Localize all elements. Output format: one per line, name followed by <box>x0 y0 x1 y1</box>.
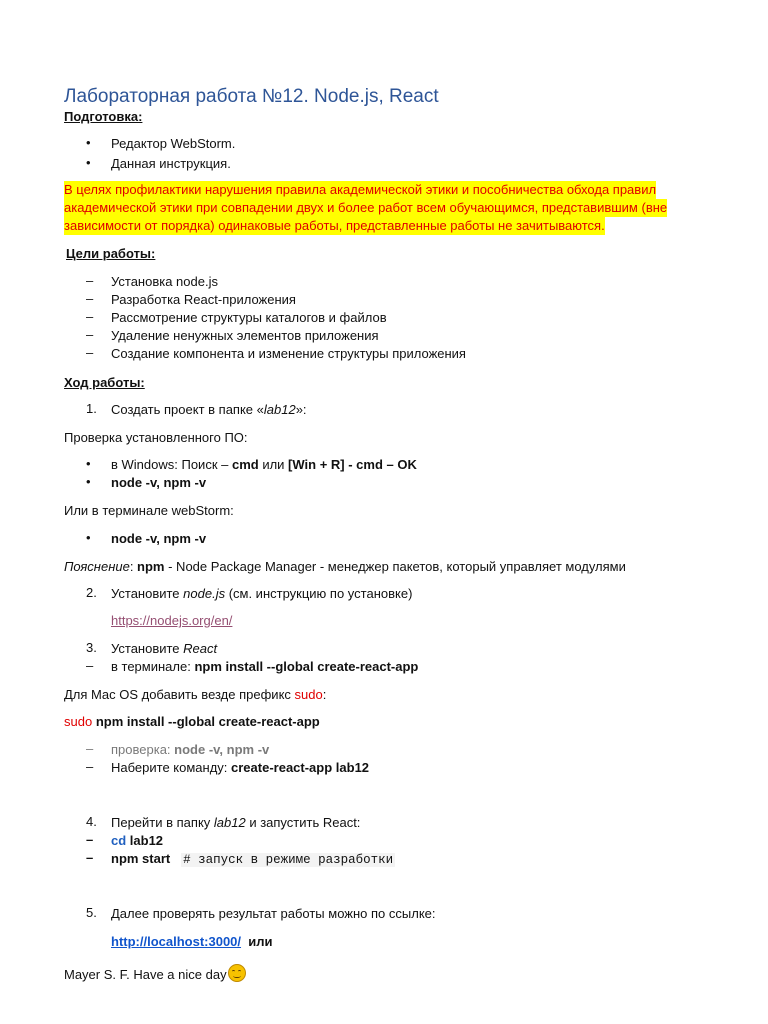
warning-line: академической этики при совпадении двух и более работ всем обучающимся, представившим (вне <box>64 200 668 215</box>
step-3-terminal: в терминале: npm install --global create-react-app <box>111 659 419 674</box>
bullet-icon: • <box>86 135 91 150</box>
prep-item: Данная инструкция. <box>111 156 231 171</box>
page-title: Лабораторная работа №12. Node.js, React <box>64 86 439 107</box>
dash-icon: – <box>86 327 94 342</box>
dash-icon: – <box>86 832 94 847</box>
goal-item: Удаление ненужных элементов приложения <box>111 328 379 343</box>
nodejs-link[interactable]: https://nodejs.org/en/ <box>111 613 233 628</box>
ethics-warning <box>64 181 704 235</box>
create-app-command: Наберите команду: create-react-app lab12 <box>111 760 370 775</box>
bullet-icon: • <box>86 474 91 489</box>
mac-command: sudo npm install --global create-react-app <box>64 714 320 729</box>
dash-icon: – <box>86 658 94 673</box>
warning-line: зависимости от порядка) одинаковые работы, представленные работы не зачитываются. <box>64 218 605 233</box>
step-number: 5. <box>86 905 97 920</box>
goal-item: Установка node.js <box>111 274 218 289</box>
prep-heading: Подготовка: <box>64 109 143 124</box>
step-number: 2. <box>86 585 97 600</box>
step-1: Создать проект в папке «lab12»: <box>111 402 307 417</box>
check-node: node -v, npm -v <box>111 475 207 490</box>
or-webstorm: Или в терминале webStorm: <box>64 503 234 518</box>
step-number: 3. <box>86 640 97 655</box>
dash-icon: – <box>86 309 94 324</box>
check-label: Проверка установленного ПО: <box>64 430 248 445</box>
bullet-icon: • <box>86 456 91 471</box>
mac-note: Для Mac OS добавить везде префикс sudo: <box>64 687 327 702</box>
check-windows: в Windows: Поиск – cmd или [Win + R] - cmd – OK <box>111 457 417 472</box>
npm-explain: Пояснение: npm - Node Package Manager - менеджер пакетов, который управляет модулями <box>64 559 626 574</box>
bullet-icon: • <box>86 530 91 545</box>
warning-line: В целях профилактики нарушения правила академической этики и пособничества обхода правил <box>64 182 657 197</box>
start-command: npm start # запуск в режиме разработки <box>111 851 394 867</box>
dash-icon: – <box>86 741 94 756</box>
localhost-link[interactable]: http://localhost:3000/ <box>111 934 242 949</box>
dash-icon: – <box>86 273 94 288</box>
step-2: Установите node.js (см. инструкцию по установке) <box>111 586 413 601</box>
smiling-face-icon <box>228 964 246 982</box>
step-4: Перейти в папку lab12 и запустить React: <box>111 815 361 830</box>
step-number: 1. <box>86 401 97 416</box>
bullet-icon: • <box>86 155 91 170</box>
goal-item: Разработка React-приложения <box>111 292 296 307</box>
goal-item: Рассмотрение структуры каталогов и файлов <box>111 310 387 325</box>
dash-icon: – <box>86 850 94 865</box>
step-number: 4. <box>86 814 97 829</box>
dash-icon: – <box>86 291 94 306</box>
progress-heading: Ход работы: <box>64 375 145 390</box>
cd-command: cd lab12 <box>111 833 164 848</box>
step-3: Установите React <box>111 641 218 656</box>
check-node-2: node -v, npm -v <box>111 531 207 546</box>
check-gray: проверка: node -v, npm -v <box>111 742 270 757</box>
dash-icon: – <box>86 759 94 774</box>
prep-item: Редактор WebStorm. <box>111 136 236 151</box>
goal-item: Создание компонента и изменение структуры приложения <box>111 346 466 361</box>
localhost-line: http://localhost:3000/ или <box>111 934 273 949</box>
dash-icon: – <box>86 345 94 360</box>
step-5: Далее проверять результат работы можно по ссылке: <box>111 906 436 921</box>
goals-heading: Цели работы: <box>66 246 156 261</box>
footer-signature: Mayer S. F. Have a nice day <box>64 964 246 984</box>
